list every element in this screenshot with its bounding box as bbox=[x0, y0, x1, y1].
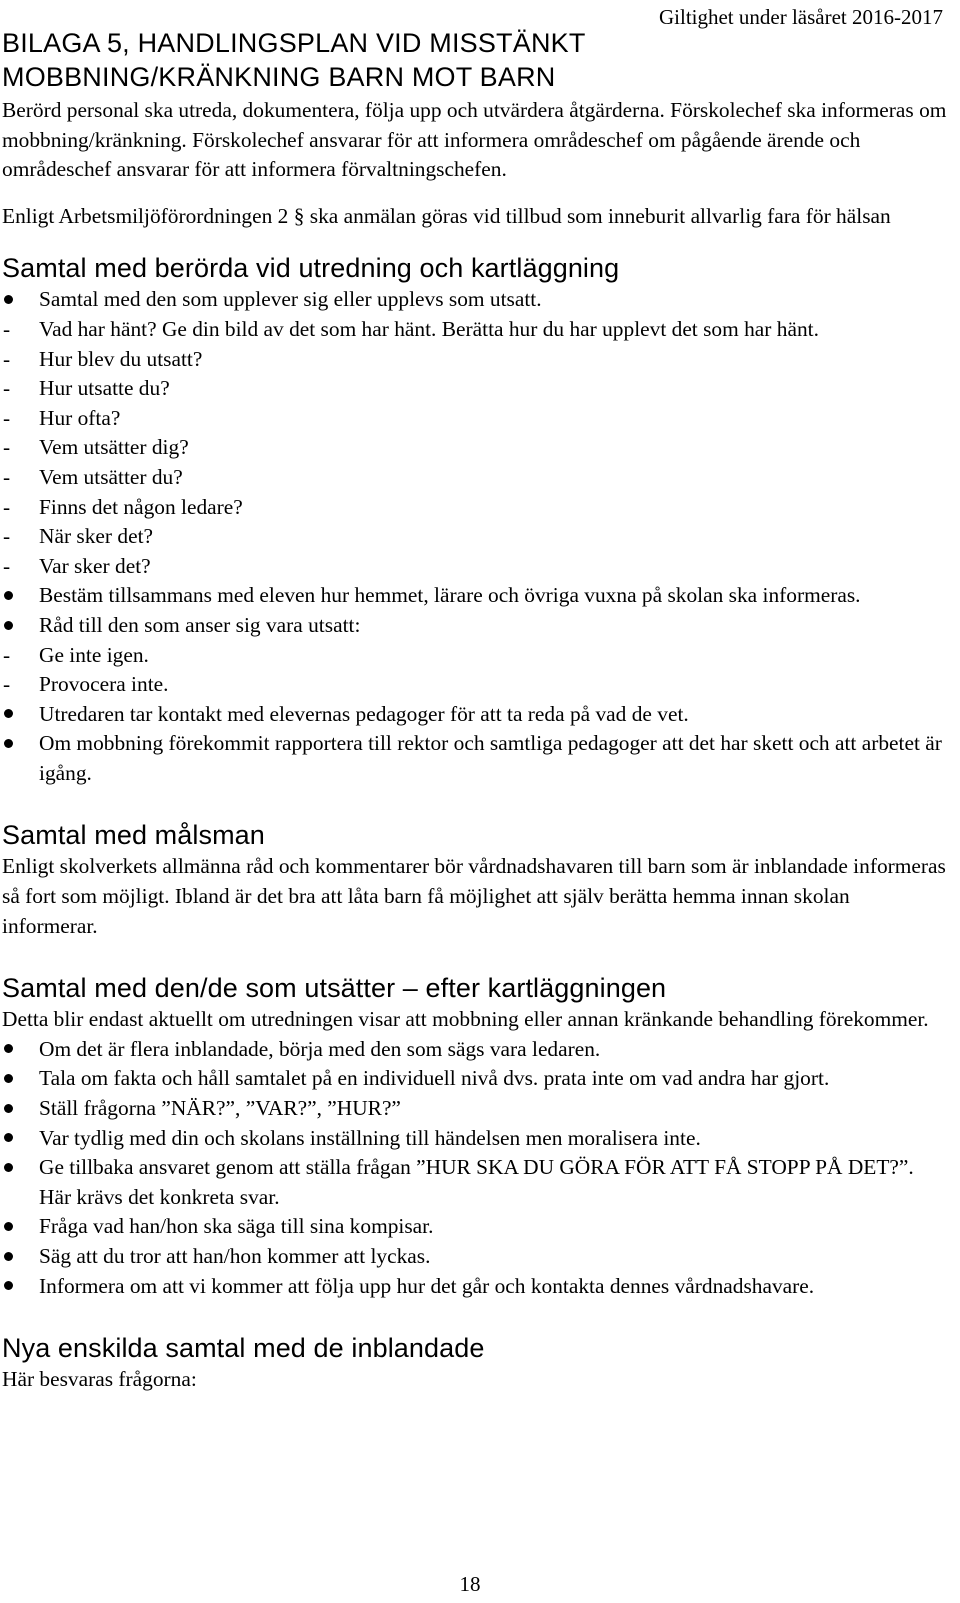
bullet-item bbox=[2, 1272, 950, 1302]
dash-marker-box bbox=[2, 463, 32, 493]
dash-marker-box bbox=[2, 374, 32, 404]
dash-marker: - bbox=[3, 642, 11, 667]
bullet-item bbox=[2, 1094, 950, 1124]
dash-marker-box bbox=[2, 315, 32, 345]
list-item-text: Bestäm tillsammans med eleven hur hemmet, lärare och övriga vuxna på skolan ska informeras. bbox=[39, 583, 861, 608]
bullet-item bbox=[2, 611, 950, 641]
dash-item bbox=[2, 374, 950, 404]
dash-marker-box bbox=[2, 641, 32, 671]
dash-marker-box bbox=[2, 522, 32, 552]
bullet-dot-icon bbox=[4, 1104, 13, 1113]
document-body bbox=[2, 96, 950, 1395]
bullet-item bbox=[2, 1153, 950, 1212]
page-title bbox=[2, 26, 586, 94]
dash-marker: - bbox=[3, 316, 11, 341]
dash-marker: - bbox=[3, 494, 11, 519]
list-item-text: Hur utsatte du? bbox=[39, 376, 170, 401]
dash-marker: - bbox=[3, 464, 11, 489]
list-item-text: Ge tillbaka ansvaret genom att ställa frågan ”HUR SKA DU GÖRA FÖR ATT FÅ STOPP PÅ DET?”. Här krävs det konkreta svar. bbox=[39, 1155, 914, 1209]
section-heading-investigation: Samtal med berörda vid utredning och kartläggning bbox=[2, 253, 620, 284]
bullet-dot-icon bbox=[4, 709, 13, 718]
followup-paragraph: Här besvaras frågorna: bbox=[2, 1367, 197, 1392]
bullet-marker bbox=[2, 1124, 32, 1154]
list-item-text: Tala om fakta och håll samtalet på en individuell nivå dvs. prata inte om vad andra har gjort. bbox=[39, 1066, 830, 1091]
bullet-marker bbox=[2, 1064, 32, 1094]
bullet-dot-icon bbox=[4, 1044, 13, 1053]
bullet-marker bbox=[2, 700, 32, 730]
dash-marker-box bbox=[2, 670, 32, 700]
dash-marker-box bbox=[2, 433, 32, 463]
dash-item bbox=[2, 345, 950, 375]
page-title-line-1: BILAGA 5, HANDLINGSPLAN VID MISSTÄNKT bbox=[2, 28, 586, 58]
bullet-dot-icon bbox=[4, 1163, 13, 1172]
bullet-marker bbox=[2, 285, 32, 315]
bullet-item bbox=[2, 581, 950, 611]
dash-marker-box bbox=[2, 404, 32, 434]
bullet-dot-icon bbox=[4, 591, 13, 600]
bullet-marker bbox=[2, 729, 32, 759]
list-item-text: Om mobbning förekommit rapportera till rektor och samtliga pedagoger att det har skett och att arbetet är igång. bbox=[39, 731, 942, 785]
list-item-text: Vem utsätter dig? bbox=[39, 435, 189, 460]
section-heading-guardian: Samtal med målsman bbox=[2, 820, 265, 851]
bullet-marker bbox=[2, 611, 32, 641]
list-item-text: Utredaren tar kontakt med elevernas pedagoger för att ta reda på vad de vet. bbox=[39, 701, 689, 726]
dash-marker: - bbox=[3, 346, 11, 371]
list-item-text: Råd till den som anser sig vara utsatt: bbox=[39, 612, 361, 637]
list-item-text: Provocera inte. bbox=[39, 672, 169, 697]
guardian-paragraph: Enligt skolverkets allmänna råd och kommentarer bör vårdnadshavaren till barn som är inblandade informeras så fort som möjligt. Ibland är det bra att låta barn få möjlighet att själv berätta hemma innan skolan informerar. bbox=[2, 854, 946, 938]
bullet-dot-icon bbox=[4, 1222, 13, 1231]
dash-marker: - bbox=[3, 405, 11, 430]
dash-marker: - bbox=[3, 524, 11, 549]
dash-item bbox=[2, 433, 950, 463]
dash-item bbox=[2, 552, 950, 582]
dash-item bbox=[2, 641, 950, 671]
dash-marker-box bbox=[2, 493, 32, 523]
bullet-marker bbox=[2, 581, 32, 611]
dash-item bbox=[2, 315, 950, 345]
offender-paragraph: Detta blir endast aktuellt om utredningen visar att mobbning eller annan kränkande behandling förekommer. bbox=[2, 1007, 929, 1032]
section-heading-offender: Samtal med den/de som utsätter – efter kartläggningen bbox=[2, 973, 667, 1004]
bullet-marker bbox=[2, 1242, 32, 1272]
page-number: 18 bbox=[459, 1572, 481, 1596]
bullet-marker bbox=[2, 1212, 32, 1242]
bullet-item bbox=[2, 1212, 950, 1242]
bullet-marker bbox=[2, 1035, 32, 1065]
list-item-text: Ge inte igen. bbox=[39, 642, 149, 667]
list-item-text: Fråga vad han/hon ska säga till sina kompisar. bbox=[39, 1214, 434, 1239]
list-item-text: Var sker det? bbox=[39, 553, 151, 578]
validity-note: Giltighet under läsåret 2016-2017 bbox=[658, 5, 943, 29]
bullet-dot-icon bbox=[4, 621, 13, 630]
dash-item bbox=[2, 522, 950, 552]
dash-marker: - bbox=[3, 672, 11, 697]
list-item-text: Ställ frågorna ”NÄR?”, ”VAR?”, ”HUR?” bbox=[39, 1096, 401, 1121]
dash-marker: - bbox=[3, 435, 11, 460]
list-item-text: Samtal med den som upplever sig eller upplevs som utsatt. bbox=[39, 287, 542, 312]
bullet-marker bbox=[2, 1153, 32, 1183]
dash-marker: - bbox=[3, 553, 11, 578]
bullet-item bbox=[2, 700, 950, 730]
list-item-text: Hur blev du utsatt? bbox=[39, 346, 203, 371]
dash-item bbox=[2, 670, 950, 700]
bullet-dot-icon bbox=[4, 1281, 13, 1290]
intro-paragraph-1: Berörd personal ska utreda, dokumentera, följa upp och utvärdera åtgärderna. Förskolechef ska informeras om mobbning/kränkning. Förskolechef ansvarar för att informera områdeschef om pågående ärende och områdeschef ansvarar för att informera förvaltningschefen. bbox=[2, 98, 947, 182]
bullet-marker bbox=[2, 1272, 32, 1302]
list-item-text: Finns det någon ledare? bbox=[39, 494, 243, 519]
intro-paragraph-2: Enligt Arbetsmiljöförordningen 2 § ska anmälan göras vid tillbud som inneburit allvarlig fara för hälsan bbox=[2, 203, 891, 228]
bullet-dot-icon bbox=[4, 295, 13, 304]
list-item-text: Hur ofta? bbox=[39, 405, 121, 430]
dash-item bbox=[2, 493, 950, 523]
bullet-marker bbox=[2, 1094, 32, 1124]
list-item-text: Var tydlig med din och skolans inställning till händelsen men moralisera inte. bbox=[39, 1125, 701, 1150]
dash-marker: - bbox=[3, 376, 11, 401]
bullet-dot-icon bbox=[4, 1133, 13, 1142]
bullet-item bbox=[2, 1035, 950, 1065]
dash-item bbox=[2, 404, 950, 434]
dash-marker-box bbox=[2, 345, 32, 375]
bullet-dot-icon bbox=[4, 739, 13, 748]
list-item-text: Vem utsätter du? bbox=[39, 464, 183, 489]
page-title-line-2: MOBBNING/KRÄNKNING BARN MOT BARN bbox=[2, 62, 556, 92]
bullet-item bbox=[2, 1064, 950, 1094]
offender-list bbox=[2, 1035, 950, 1301]
dash-marker-box bbox=[2, 552, 32, 582]
list-item-text: Om det är flera inblandade, börja med den som sägs vara ledaren. bbox=[39, 1036, 601, 1061]
bullet-item bbox=[2, 1124, 950, 1154]
bullet-item bbox=[2, 1242, 950, 1272]
list-item-text: När sker det? bbox=[39, 524, 154, 549]
investigation-list bbox=[2, 285, 950, 788]
bullet-item bbox=[2, 729, 950, 788]
dash-item bbox=[2, 463, 950, 493]
bullet-dot-icon bbox=[4, 1074, 13, 1083]
list-item-text: Informera om att vi kommer att följa upp hur det går och kontakta dennes vårdnadshavare. bbox=[39, 1273, 815, 1298]
list-item-text: Vad har hänt? Ge din bild av det som har hänt. Berätta hur du har upplevt det som har hänt. bbox=[39, 316, 819, 341]
list-item-text: Säg att du tror att han/hon kommer att lyckas. bbox=[39, 1244, 431, 1268]
bullet-dot-icon bbox=[4, 1252, 13, 1261]
section-heading-followup: Nya enskilda samtal med de inblandade bbox=[2, 1333, 485, 1364]
bullet-item bbox=[2, 285, 950, 315]
